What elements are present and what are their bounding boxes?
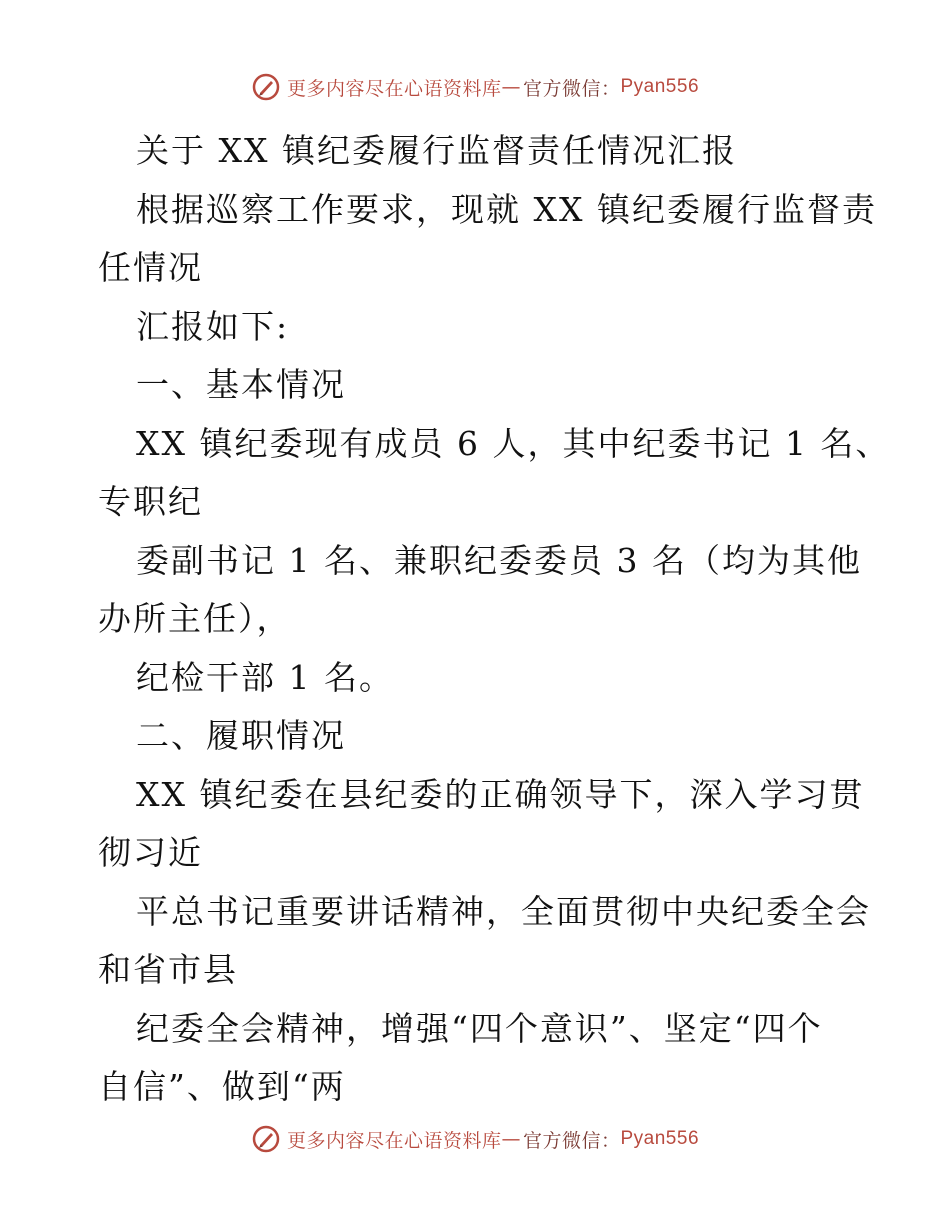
paragraph-line: 汇报如下: — [136, 306, 290, 346]
paragraph-line: XX 镇纪委现有成员 6 人，其中纪委书记 1 名、 — [136, 423, 891, 463]
pen-logo-icon — [251, 72, 281, 102]
document-body — [98, 122, 891, 1117]
paragraph-line: 委副书记 1 名、兼职纪委委员 3 名（均为其他 — [136, 540, 862, 580]
section-heading: 一、基本情况 — [136, 365, 346, 404]
paragraph-line: 办所主任）， — [98, 599, 292, 638]
paragraph-line: 平总书记重要讲话精神，全面贯彻中央纪委全会 — [136, 891, 871, 931]
paragraph-line: XX 镇纪委在县纪委的正确领导下，深入学习贯 — [136, 774, 865, 814]
watermark-label: 官方微信： — [522, 1129, 621, 1152]
paragraph-line: 纪检干部 1 名。 — [136, 657, 394, 697]
watermark-separator: — — [501, 76, 521, 98]
watermark-label: 官方微信： — [522, 77, 621, 100]
paragraph-line: 和省市县 — [98, 950, 238, 989]
watermark-footer — [0, 1124, 950, 1154]
watermark-brand: 更多内容尽在心语资料库 — [286, 77, 502, 100]
watermark-wechat-id: Pyan556 — [620, 76, 700, 97]
paragraph-line: 任情况 — [98, 248, 203, 287]
document-title: 关于 XX 镇纪委履行监督责任情况汇报 — [136, 131, 737, 170]
section-heading: 二、履职情况 — [136, 716, 346, 755]
paragraph-line: 自信”、做到“两 — [98, 1067, 346, 1106]
paragraph-line: 根据巡察工作要求，现就 XX 镇纪委履行监督责 — [136, 189, 877, 229]
watermark-brand: 更多内容尽在心语资料库 — [286, 1129, 502, 1152]
watermark-separator: — — [501, 1128, 521, 1150]
watermark-header — [0, 72, 950, 102]
paragraph-line: 彻习近 — [98, 833, 203, 872]
paragraph-line: 专职纪 — [98, 482, 203, 521]
pen-logo-icon — [251, 1124, 281, 1154]
paragraph-line: 纪委全会精神，增强“四个意识”、坚定“四个 — [136, 1008, 823, 1048]
watermark-wechat-id: Pyan556 — [620, 1128, 700, 1149]
